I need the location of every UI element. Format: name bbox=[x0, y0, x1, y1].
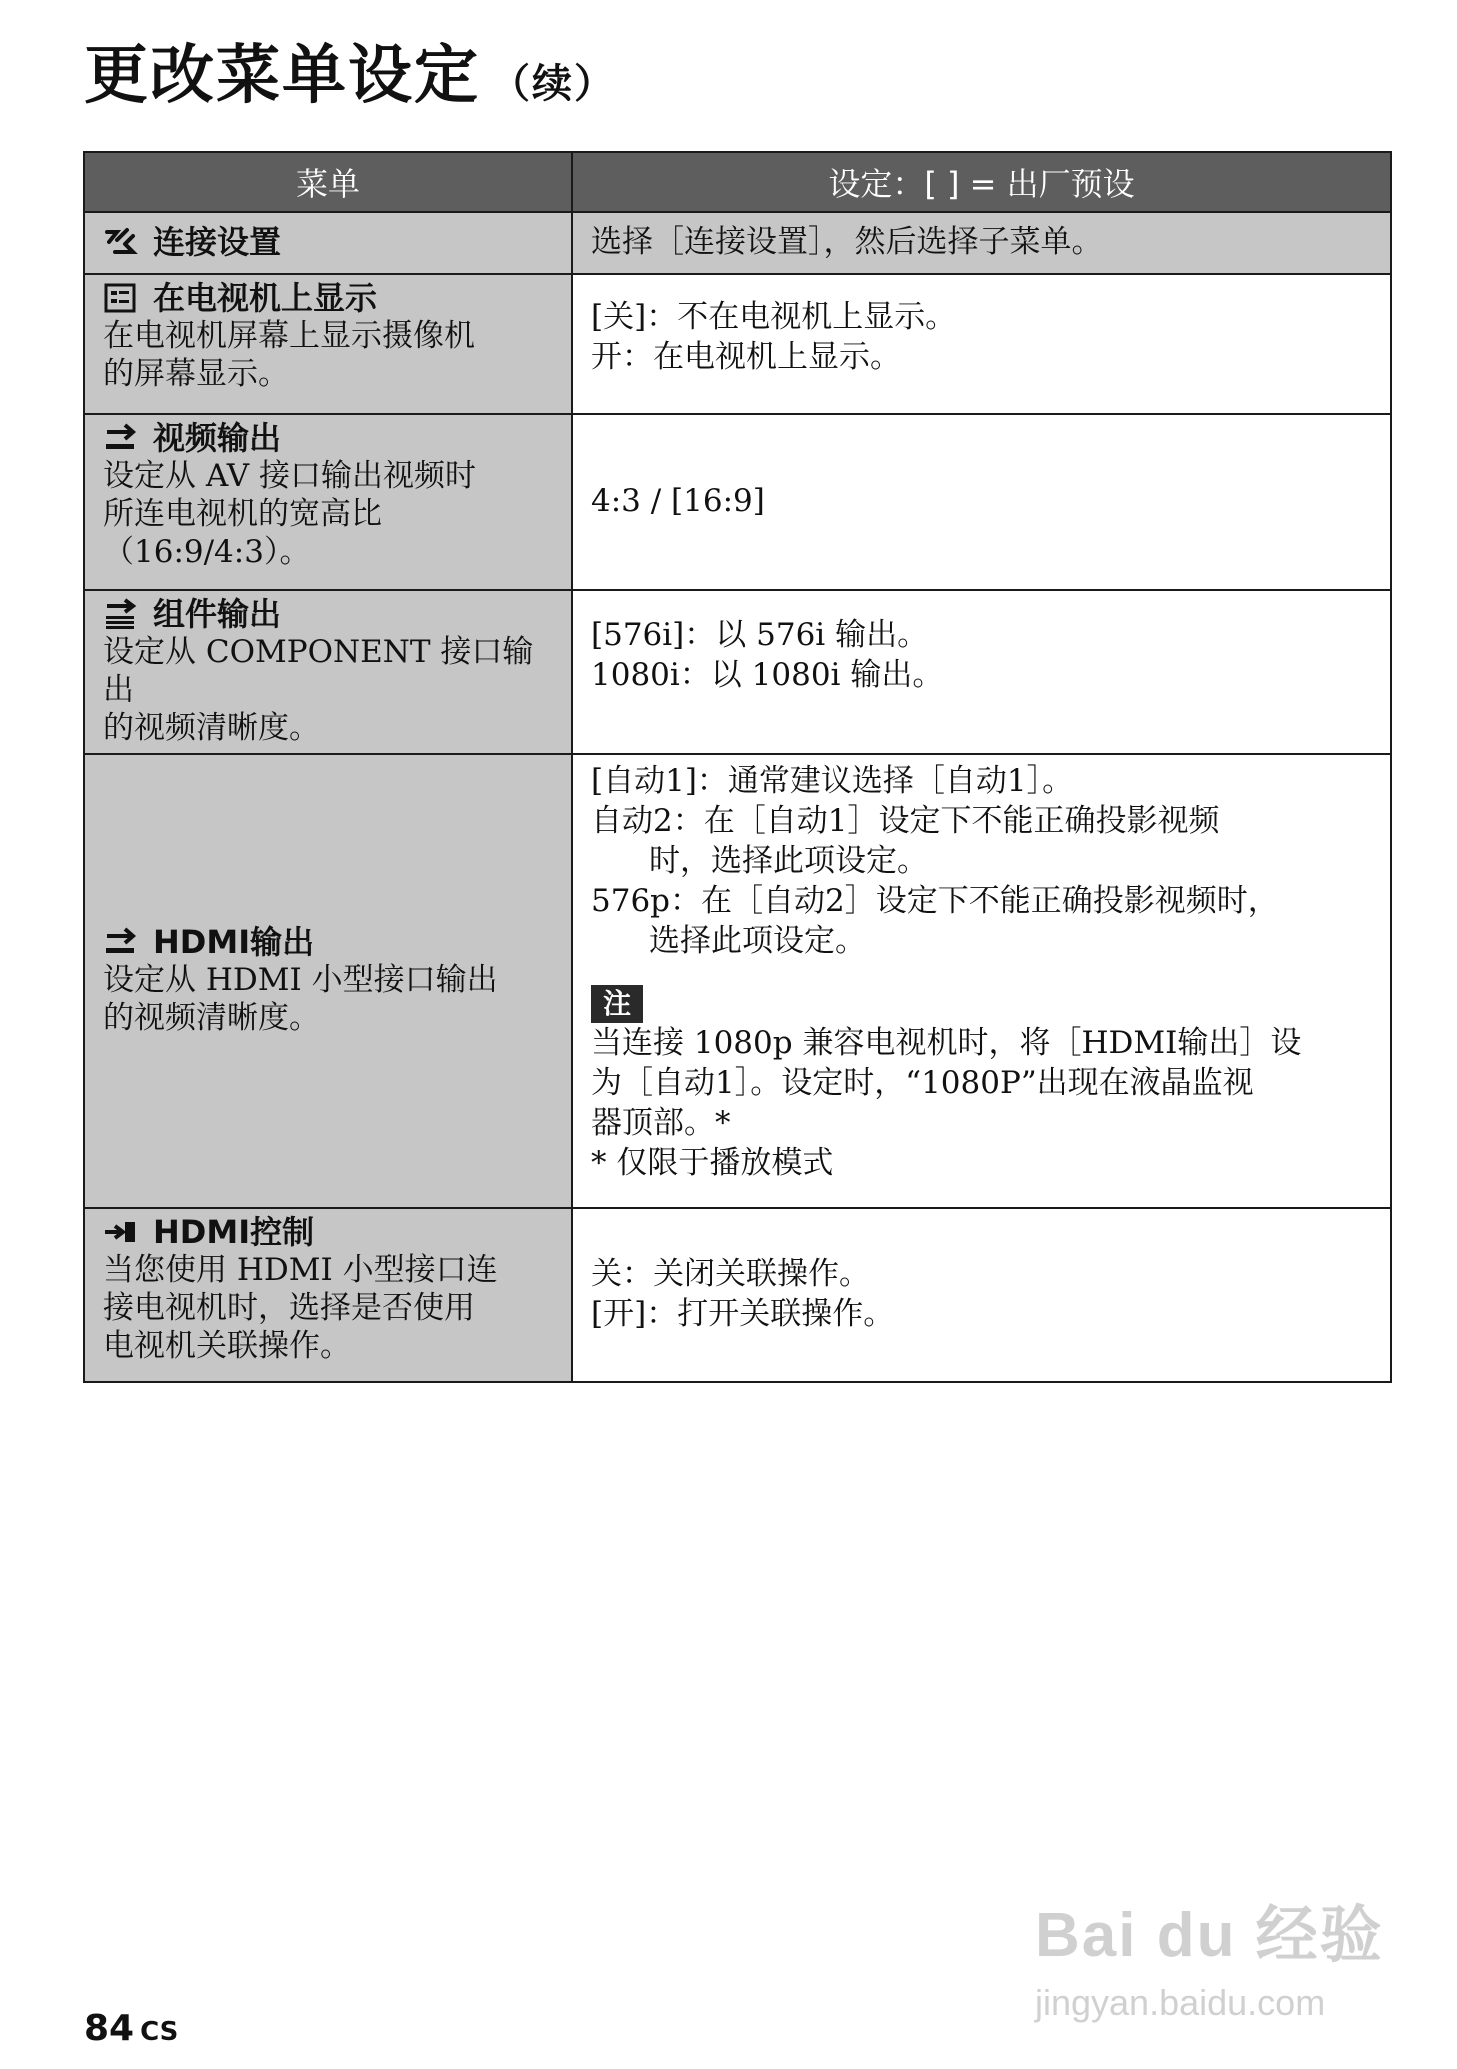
menu-name-text: HDMI输出 bbox=[153, 923, 315, 961]
setting-value: [自动1]：通常建议选择［自动1］。 bbox=[591, 763, 1074, 799]
page-title bbox=[84, 39, 616, 113]
note-badge: 注 bbox=[591, 985, 643, 1023]
setting-value: 576p：在［自动2］设定下不能正确投影视频时， bbox=[591, 883, 1279, 919]
setting-value: 选择［连接设置］，然后选择子菜单。 bbox=[591, 224, 1103, 260]
menu-settings-table bbox=[83, 151, 1392, 1383]
table-row bbox=[84, 1208, 1391, 1382]
menu-desc-line: 接电视机时，选择是否使用 bbox=[103, 1290, 475, 1326]
table-row bbox=[84, 414, 1391, 590]
page-title-text: 更改菜单设定 bbox=[84, 39, 480, 113]
page-number-value: 84 bbox=[84, 2008, 135, 2049]
menu-desc-line: 设定从 AV 接口输出视频时 bbox=[103, 458, 476, 494]
note-line: 为［自动1］。设定时，“1080P”出现在液晶监视 bbox=[591, 1065, 1254, 1101]
setting-value: 选择此项设定。 bbox=[649, 923, 866, 959]
baidu-watermark bbox=[1035, 1885, 1384, 2024]
menu-desc-line: 当您使用 HDMI 小型接口连 bbox=[103, 1252, 498, 1288]
hdmi-output-icon bbox=[103, 926, 139, 958]
menu-desc-line: 在电视机屏幕上显示摄像机 bbox=[103, 318, 475, 354]
table-row bbox=[84, 274, 1391, 414]
menu-name bbox=[103, 279, 555, 317]
menu-cell bbox=[84, 754, 572, 1208]
menu-desc-line: 的视频清晰度。 bbox=[103, 1000, 320, 1036]
setting-cell bbox=[572, 754, 1391, 1208]
setting-value: [开]：打开关联操作。 bbox=[591, 1296, 895, 1332]
table-header-row bbox=[84, 152, 1391, 212]
setting-cell bbox=[572, 414, 1391, 590]
setting-value: 4:3 / [16:9] bbox=[591, 483, 765, 519]
table-row bbox=[84, 590, 1391, 754]
table-row bbox=[84, 754, 1391, 1208]
menu-cell bbox=[84, 212, 572, 274]
note-line: * 仅限于播放模式 bbox=[591, 1145, 834, 1181]
menu-desc-line: 所连电视机的宽高比 bbox=[103, 496, 382, 532]
setting-value: 开：在电视机上显示。 bbox=[591, 339, 901, 375]
setting-value: [关]：不在电视机上显示。 bbox=[591, 299, 957, 335]
setting-cell bbox=[572, 590, 1391, 754]
display-on-tv-icon bbox=[103, 282, 139, 314]
menu-desc-line: 的视频清晰度。 bbox=[103, 710, 320, 746]
page-number bbox=[84, 2008, 178, 2049]
menu-name-text: HDMI控制 bbox=[153, 1213, 315, 1251]
component-output-icon bbox=[103, 598, 139, 630]
menu-name bbox=[103, 1213, 555, 1251]
setting-value: 1080i：以 1080i 输出。 bbox=[591, 657, 944, 693]
table-row bbox=[84, 212, 1391, 274]
menu-desc-line: 电视机关联操作。 bbox=[103, 1328, 351, 1364]
header-setting: 设定：[ ] = 出厂预设 bbox=[572, 152, 1391, 212]
setting-cell bbox=[572, 1208, 1391, 1382]
menu-name-text: 组件输出 bbox=[153, 595, 282, 633]
menu-cell bbox=[84, 590, 572, 754]
menu-cell bbox=[84, 274, 572, 414]
note-line: 当连接 1080p 兼容电视机时，将［HDMI输出］设 bbox=[591, 1025, 1302, 1061]
connection-settings-icon bbox=[103, 226, 139, 258]
menu-name-text: 视频输出 bbox=[153, 419, 282, 457]
setting-value: 自动2：在［自动1］设定下不能正确投影视频 bbox=[591, 803, 1220, 839]
header-menu: 菜单 bbox=[84, 152, 572, 212]
setting-value: 关：关闭关联操作。 bbox=[591, 1256, 870, 1292]
video-output-icon bbox=[103, 422, 139, 454]
setting-value: 时，选择此项设定。 bbox=[649, 843, 928, 879]
menu-name bbox=[103, 223, 555, 261]
menu-cell bbox=[84, 1208, 572, 1382]
menu-cell bbox=[84, 414, 572, 590]
setting-value: [576i]：以 576i 输出。 bbox=[591, 617, 929, 653]
menu-desc-line: 设定从 COMPONENT 接口输出 bbox=[103, 634, 534, 708]
menu-desc-line: （16:9/4:3）。 bbox=[103, 534, 311, 570]
menu-name bbox=[103, 595, 555, 633]
menu-desc-line: 的屏幕显示。 bbox=[103, 356, 289, 392]
note-line: 器顶部。* bbox=[591, 1105, 731, 1141]
menu-name bbox=[103, 923, 555, 961]
watermark-url: jingyan.baidu.com bbox=[1035, 1982, 1326, 2023]
watermark-brand: Bai du 经验 bbox=[1035, 1901, 1384, 1970]
setting-cell bbox=[572, 212, 1391, 274]
menu-desc-line: 设定从 HDMI 小型接口输出 bbox=[103, 962, 498, 998]
menu-name-text: 连接设置 bbox=[153, 223, 282, 261]
menu-name bbox=[103, 419, 555, 457]
menu-name-text: 在电视机上显示 bbox=[153, 279, 378, 317]
hdmi-control-icon bbox=[103, 1216, 139, 1248]
page-title-suffix: （续） bbox=[490, 61, 616, 107]
page-lang-code: CS bbox=[140, 2017, 179, 2047]
setting-cell bbox=[572, 274, 1391, 414]
